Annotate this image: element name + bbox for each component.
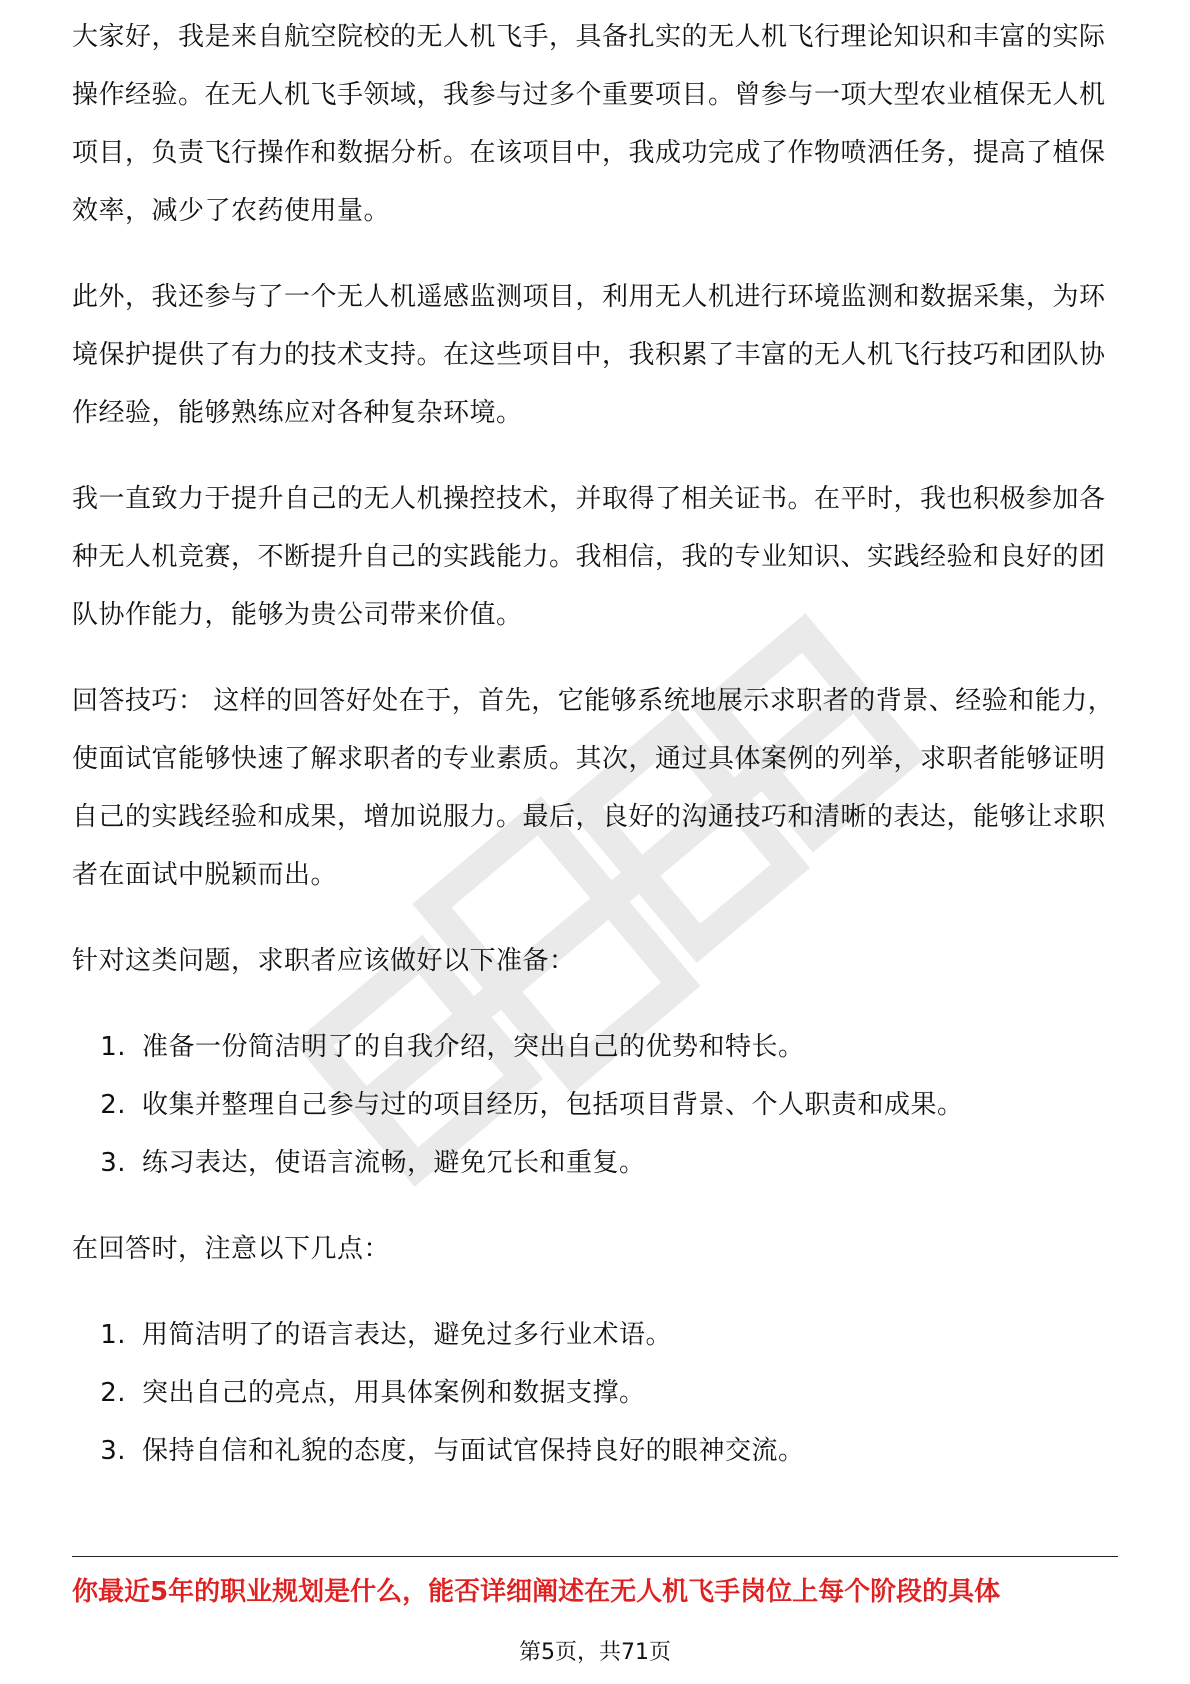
paragraph-prep-intro: 针对这类问题，求职者应该做好以下准备：	[72, 946, 576, 976]
list-number: 3.	[100, 1148, 126, 1178]
paragraph-answer-tips: 回答技巧： 这样的回答好处在于，首先，它能够系统地展示求职者的背景、经验和能力，使面试官能够快速了解求职者的专业素质。其次，通过具体案例的列举，求职者能够证明自己的实践经验和成果，增加说服力。最后，良好的沟通技巧和清晰的表达，能够让求职者在面试中脱颖而出。	[72, 686, 1115, 890]
list-text: 保持自信和礼貌的态度，与面试官保持良好的眼神交流。	[142, 1436, 805, 1466]
next-question-heading: 你最近5年的职业规划是什么，能否详细阐述在无人机飞手岗位上每个阶段的具体	[72, 1577, 1001, 1607]
list-item	[72, 1364, 1118, 1422]
list-text: 用简洁明了的语言表达，避免过多行业术语。	[142, 1320, 673, 1350]
paragraph-answer-intro: 在回答时，注意以下几点：	[72, 1234, 391, 1264]
answer-list	[72, 1306, 1118, 1480]
list-number: 2.	[100, 1090, 126, 1120]
list-number: 2.	[100, 1378, 126, 1408]
list-text: 准备一份简洁明了的自我介绍，突出自己的优势和特长。	[142, 1032, 805, 1062]
list-item	[72, 1018, 1118, 1076]
page-footer: 第5页，共71页	[519, 1640, 671, 1665]
list-number: 1.	[100, 1320, 126, 1350]
document-body	[72, 22, 1118, 1508]
list-item	[72, 1422, 1118, 1480]
list-item	[72, 1134, 1118, 1192]
paragraph-intro: 大家好，我是来自航空院校的无人机飞手，具备扎实的无人机飞行理论知识和丰富的实际操作经验。在无人机飞手领域，我参与过多个重要项目。曾参与一项大型农业植保无人机项目，负责飞行操作和数据分析。在该项目中，我成功完成了作物喷洒任务，提高了植保效率，减少了农药使用量。	[72, 22, 1106, 226]
list-number: 3.	[100, 1436, 126, 1466]
list-item	[72, 1306, 1118, 1364]
paragraph-remote-sensing: 此外，我还参与了一个无人机遥感监测项目，利用无人机进行环境监测和数据采集，为环境保护提供了有力的技术支持。在这些项目中，我积累了丰富的无人机飞行技巧和团队协作经验，能够熟练应对各种复杂环境。	[72, 282, 1106, 428]
section-divider	[72, 1556, 1118, 1557]
paragraph-certificates: 我一直致力于提升自己的无人机操控技术，并取得了相关证书。在平时，我也积极参加各种无人机竞赛，不断提升自己的实践能力。我相信，我的专业知识、实践经验和良好的团队协作能力，能够为贵公司带来价值。	[72, 484, 1106, 630]
list-text: 突出自己的亮点，用具体案例和数据支撑。	[142, 1378, 646, 1408]
list-number: 1.	[100, 1032, 126, 1062]
list-text: 收集并整理自己参与过的项目经历，包括项目背景、个人职责和成果。	[142, 1090, 964, 1120]
list-item	[72, 1076, 1118, 1134]
prep-list	[72, 1018, 1118, 1192]
list-text: 练习表达，使语言流畅，避免冗长和重复。	[142, 1148, 646, 1178]
